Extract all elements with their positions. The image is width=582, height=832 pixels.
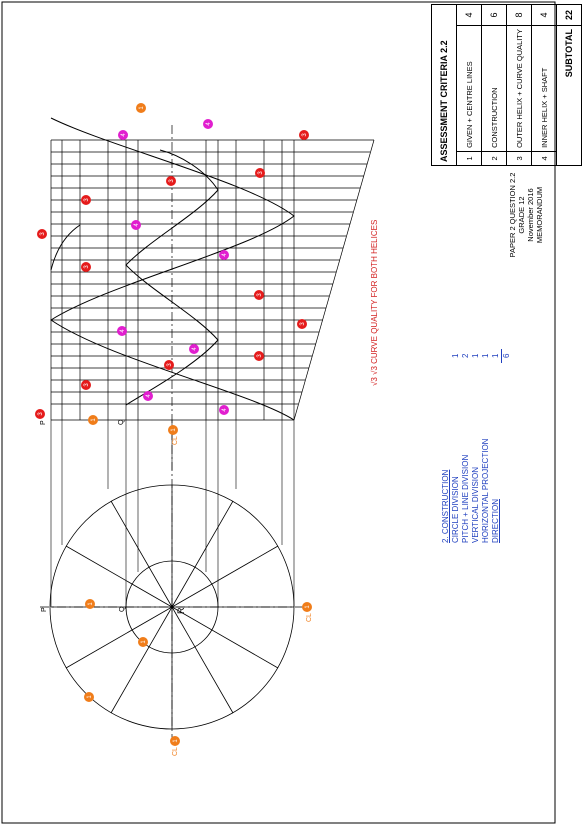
label-q-top: Q	[118, 419, 125, 425]
red-mark-number: 3	[257, 354, 263, 358]
red-mark-badge	[37, 229, 47, 239]
red-mark-number: 3	[40, 232, 46, 236]
orange-mark-badge	[84, 692, 94, 702]
construction-item	[491, 343, 501, 543]
construction-item-label: DIRECTION	[491, 499, 500, 543]
curve-quality-note	[370, 220, 379, 386]
construction-item-mark: 1	[451, 353, 460, 358]
assessment-table-wrap	[431, 4, 582, 166]
subtotal-label: SUBTOTAL	[557, 26, 582, 166]
row2-num: 2	[482, 151, 507, 165]
row1-mark: 4	[457, 5, 482, 26]
construction-list	[451, 343, 512, 543]
construction-item-mark: 1	[481, 353, 490, 358]
red-mark-badge	[299, 130, 309, 140]
construction-item-label: CIRCLE DIVISION	[451, 476, 460, 543]
magenta-mark-number: 4	[206, 122, 212, 126]
construction-item-mark: 1	[491, 353, 500, 358]
orange-mark-number: 1	[305, 605, 311, 609]
label-r-plan: R	[176, 607, 186, 614]
red-mark-badge	[255, 168, 265, 178]
cl-label-elevation: CL	[172, 436, 179, 445]
magenta-mark-number: 4	[192, 347, 198, 351]
row4-label: INNER HELIX + SHAFT	[532, 26, 557, 152]
orange-mark-number: 1	[87, 695, 93, 699]
row3-mark: 8	[507, 5, 532, 26]
red-mark-number: 3	[257, 293, 263, 297]
red-mark-number: 3	[169, 179, 175, 183]
magenta-mark-badge	[118, 130, 128, 140]
row4-num: 4	[532, 151, 557, 165]
construction-item	[481, 343, 491, 543]
memo-line-3: November 2016	[526, 188, 535, 242]
orange-mark-badge	[302, 602, 312, 612]
curve-quality-note-text: √3 √3 CURVE QUALITY FOR BOTH HELICES	[370, 219, 379, 386]
memo-line-4: MEMORANDUM	[535, 186, 544, 244]
assessment-markers	[35, 103, 312, 746]
construction-total	[501, 349, 512, 363]
row2-mark: 6	[482, 5, 507, 26]
memo-line-1: PAPER 2 QUESTION 2.2	[508, 172, 517, 258]
magenta-mark-badge	[219, 405, 229, 415]
red-mark-number: 3	[38, 412, 44, 416]
row4-mark: 4	[532, 5, 557, 26]
red-mark-badge	[166, 176, 176, 186]
magenta-mark-number: 4	[222, 408, 228, 412]
construction-heading: 2. CONSTRUCTION	[441, 469, 450, 543]
magenta-mark-badge	[189, 344, 199, 354]
red-mark-badge	[254, 351, 264, 361]
orange-mark-badge	[168, 425, 178, 435]
orange-mark-badge	[138, 637, 148, 647]
construction-item	[451, 343, 461, 543]
magenta-mark-badge	[219, 250, 229, 260]
red-mark-badge	[81, 262, 91, 272]
orange-mark-badge	[170, 736, 180, 746]
row3-label: OUTER HELIX + CURVE QUALITY	[507, 26, 532, 152]
red-mark-badge	[81, 195, 91, 205]
orange-mark-number: 1	[171, 428, 177, 432]
row1-label: GIVEN + CENTRE LINES	[457, 26, 482, 152]
red-mark-number: 3	[84, 383, 90, 387]
construction-item-label: VERTICAL DIVISION	[471, 466, 480, 543]
red-mark-number: 3	[167, 363, 173, 367]
red-mark-number: 3	[300, 322, 306, 326]
orange-mark-number: 1	[88, 602, 94, 606]
magenta-mark-badge	[117, 326, 127, 336]
row1-num: 1	[457, 151, 482, 165]
row2-label: CONSTRUCTION	[482, 26, 507, 152]
construction-item	[471, 343, 481, 543]
projection-lines	[51, 420, 294, 607]
assessment-table	[431, 4, 582, 166]
cl-label-plan-right: CL	[306, 613, 313, 622]
red-mark-number: 3	[84, 265, 90, 269]
red-mark-badge	[254, 290, 264, 300]
red-mark-badge	[81, 380, 91, 390]
magenta-mark-number: 4	[146, 394, 152, 398]
label-q-plan: Q	[119, 606, 126, 612]
magenta-mark-number: 4	[222, 253, 228, 257]
label-p-top: P	[40, 420, 47, 425]
orange-mark-number: 1	[173, 739, 179, 743]
orange-mark-number: 1	[139, 106, 145, 110]
subtotal-value: 22	[557, 5, 582, 26]
construction-total-value: 6	[502, 353, 511, 358]
red-mark-number: 3	[258, 171, 264, 175]
orange-mark-badge	[85, 599, 95, 609]
cl-labels	[172, 436, 313, 756]
magenta-mark-number: 4	[121, 133, 127, 137]
magenta-mark-badge	[131, 220, 141, 230]
red-mark-badge	[164, 360, 174, 370]
red-mark-badge	[297, 319, 307, 329]
outer-helix-curve-upper	[51, 225, 80, 270]
row3-num: 3	[507, 151, 532, 165]
construction-item-label: HORIZONTAL PROJECTION	[481, 438, 490, 543]
orange-mark-badge	[136, 103, 146, 113]
red-mark-number: 3	[84, 198, 90, 202]
label-p-plan: P	[41, 607, 48, 612]
construction-item-mark: 2	[461, 353, 470, 358]
orange-mark-number: 1	[141, 640, 147, 644]
memorandum-block	[508, 160, 544, 270]
orange-mark-badge	[88, 415, 98, 425]
magenta-mark-badge	[203, 119, 213, 129]
cl-label-plan-bottom: CL	[172, 747, 179, 756]
orange-mark-number: 1	[91, 418, 97, 422]
magenta-mark-badge	[143, 391, 153, 401]
assessment-title: ASSESSMENT CRITERIA 2.2	[432, 5, 457, 166]
red-mark-number: 3	[302, 133, 308, 137]
construction-item	[461, 343, 471, 543]
memo-line-2: GRADE 12	[517, 196, 526, 234]
magenta-mark-number: 4	[134, 223, 140, 227]
construction-criteria	[441, 343, 512, 543]
construction-item-label: PITCH + LINE DIVISION	[461, 454, 470, 543]
magenta-mark-number: 4	[120, 329, 126, 333]
red-mark-badge	[35, 409, 45, 419]
construction-item-mark: 1	[471, 353, 480, 358]
